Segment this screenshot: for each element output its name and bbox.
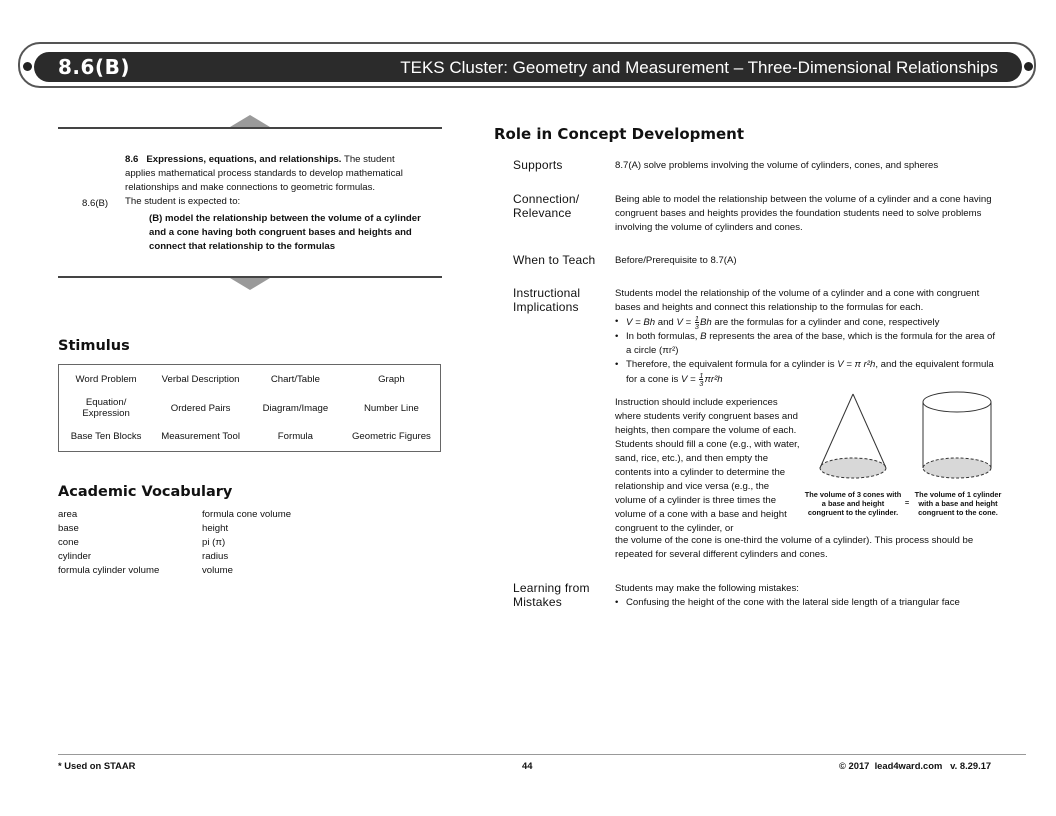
cluster-title: TEKS Cluster: Geometry and Measurement – Three-Dimensional Relationships [400,58,998,77]
vocab-item: pi (π) [202,537,226,548]
vocab-item: area [58,509,78,520]
stimulus-cell: Ordered Pairs [170,402,231,414]
stimulus-cell: Diagram/Image [262,402,329,414]
instructional-intro: Students model the relationship of the volume of a cylinder and a cone with congruent bases and heights and connect this relationship to the formulas for each. [615,288,980,313]
list-text: and [657,317,674,329]
list-text: , and the equivalent formula for a cone is [626,359,994,386]
vocab-item: cylinder [58,551,92,562]
triangle-down-icon [230,278,270,290]
formula-text: πr²h [704,374,723,386]
formula-text: V = [680,374,696,386]
fraction [695,315,699,330]
stimulus-cell: Graph [378,373,405,385]
footer-rule [58,754,1026,755]
stimulus-cell: Chart/Table [270,373,320,385]
stimulus-cell: Formula [277,431,313,443]
role-title: Role in Concept Development [494,125,745,143]
stimulus-cell: Geometric Figures [351,431,431,443]
formula-text: Bh [699,317,712,329]
formula-text: V = π r²h [837,359,876,371]
list-item [615,330,1000,358]
standard-title: Expressions, equations, and relationships. [146,154,342,165]
triangle-up-icon [230,115,270,127]
stimulus-table [58,364,441,452]
instruction-paragraph: Instruction should include experiences where students verify congruent bases and heights, then compare the volume of each. Students should fill a cone (e.g., with water, sand, rice, etc.), and then empty the contents into a cylinder to determine the relationship and vice versa (e.g., the volume of a cylinder is three times the volume of a cone with a base and height congruent to the cylinder, or [615,397,800,534]
header-dot-left [23,62,32,71]
stimulus-cell: Measurement Tool [161,431,240,443]
standard-number: 8.6 [125,154,139,165]
stimulus-cell: Base Ten Blocks [70,431,142,443]
mistakes-label [513,582,608,609]
fraction-den: 3 [694,322,699,331]
stimulus-cell: Verbal Description [161,373,240,385]
cylinder-icon [923,392,991,478]
vocab-item: base [58,523,79,534]
vocabulary-title: Academic Vocabulary [58,484,233,500]
instructional-label-line: Implications [513,299,579,314]
caption-cylinder: The volume of 1 cylinder with a base and height congruent to the cone. [914,490,1002,517]
standard-side-label: 8.6(B) [82,198,109,209]
vocab-item: radius [202,551,229,562]
when-label: When to Teach [513,253,596,267]
supports-label: Supports [513,158,563,172]
table-row [59,423,441,452]
stimulus-cell: Number Line [363,402,419,414]
vocab-item: volume [202,565,233,576]
list-text: represents the area of the base, which is the formula for the area of a circle (πr²) [626,331,996,357]
table-row [59,394,441,423]
instructional-label-line: Instructional [513,286,581,300]
header-dot-right [1024,62,1033,71]
when-text: Before/Prerequisite to 8.7(A) [615,255,737,266]
instructional-list [615,315,1000,387]
supports-text: 8.7(A) solve problems involving the volume of cylinders, cones, and spheres [615,160,939,171]
mistakes-intro: Students may make the following mistakes: [615,583,799,594]
page-number: 44 [522,760,533,771]
stimulus-cell: Equation/ Expression [82,397,130,419]
list-item [615,315,1000,330]
connection-label-line: Connection/ [513,192,580,206]
list-text: are the formulas for a cylinder and cone, respectively [714,317,940,329]
mistakes-label-line: Mistakes [513,594,562,609]
vocab-item: height [202,523,229,534]
vocab-item: formula cylinder volume [58,565,160,576]
standard-text [125,153,425,209]
caption-equals: = [904,498,910,507]
mistakes-list [615,596,1000,610]
formula-text: V = [676,317,692,329]
list-text: Therefore, the equivalent formula for a cylinder is [626,359,835,371]
list-text: In both formulas, [626,331,698,343]
instructional-body [615,287,1000,387]
copyright: © 2017 lead4ward.com v. 8.29.17 [839,760,992,771]
formula-text: B [700,331,707,343]
instruction-continuation: the volume of the cone is one-third the volume of a cylinder). This process should be repeated for several different cylinders and cones. [615,535,974,560]
caption-cones: The volume of 3 cones with a base and height congruent to the cylinder. [804,490,902,517]
standard-top-rule [58,127,442,129]
connection-label [513,193,608,220]
mistakes-label-line: Learning from [513,581,590,595]
footer-note: * Used on STAAR [58,760,136,771]
standard-code: 8.6(B) [58,55,130,79]
vocabulary-col-1 [58,508,159,578]
mistakes-body [615,582,1000,610]
table-row [59,365,441,394]
standard-expected: The student is expected to: [125,196,241,207]
vocabulary-col-2 [202,508,291,578]
fraction [699,372,703,387]
stimulus-cell: Word Problem [75,373,137,385]
standard-expectation: (B) model the relationship between the volume of a cylinder and a cone having both congruent bases and heights and connect that relationship to the formulas [149,213,421,252]
instructional-label [513,287,608,314]
list-item: • Confusing the height of the cone with the lateral side length of a triangular face [615,596,1000,610]
fraction-den: 3 [699,379,704,389]
connection-label-line: Relevance [513,205,572,220]
connection-text: Being able to model the relationship between the volume of a cylinder and a cone having congruent bases and heights provides the foundation students need to solve problems involving the volume of cylinders and cones. [615,194,992,233]
cone-icon [820,394,886,478]
vocab-item: cone [58,537,79,548]
list-item [615,358,1000,387]
fraction-num: 1 [699,371,704,381]
fraction-num: 1 [694,314,699,323]
vocab-item: formula cone volume [202,509,292,520]
cone-cylinder-figure [805,388,1010,492]
standard-intro: The student applies mathematical process standards to develop mathematical relationships and make connections to geometric formulas. [125,154,403,193]
formula-text: V = Bh [626,317,656,329]
stimulus-title: Stimulus [58,338,130,354]
